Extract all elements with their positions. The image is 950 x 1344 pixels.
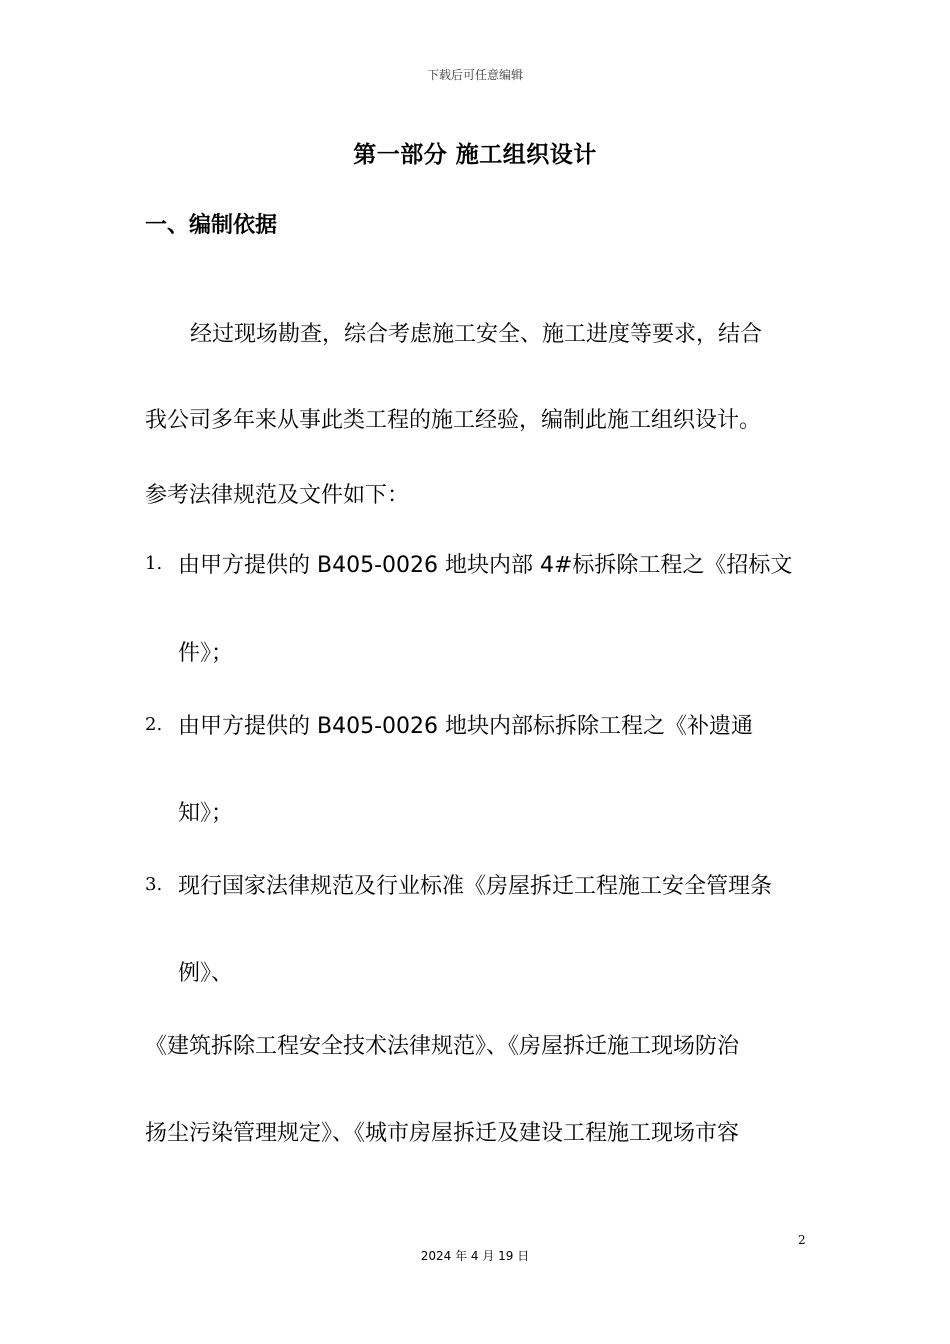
list-item-1-number: 1. — [145, 553, 163, 574]
continuation-line-2: 扬尘污染管理规定》、《城市房屋拆迁及建设工程施工现场市容 — [145, 1121, 740, 1146]
footer-date: 2024 年 4 月 19 日 — [420, 1249, 530, 1263]
page-number: 2 — [798, 1233, 806, 1247]
list-item-1-line-2: 件》； — [178, 641, 234, 666]
list-item-1-line-1: 由甲方提供的 B405-0026 地块内部 4#标拆除工程之《招标文 — [178, 553, 793, 578]
list-item-3-number: 3. — [145, 874, 163, 895]
section-heading: 一、编制依据 — [145, 213, 278, 238]
list-item-3-line-2: 例》、 — [178, 961, 234, 986]
page-title: 第一部分 施工组织设计 — [353, 142, 597, 168]
paragraph-1-line-1: 经过现场勘查，综合考虑施工安全、施工进度等要求，结合 — [190, 322, 763, 347]
continuation-line-1: 《建筑拆除工程安全技术法律规范》、《房屋拆迁施工现场防治 — [145, 1034, 740, 1059]
list-item-3-line-1: 现行国家法律规范及行业标准《房屋拆迁工程施工安全管理条 — [178, 874, 773, 899]
list-item-2-number: 2. — [145, 714, 163, 735]
paragraph-1-line-2: 我公司多年来从事此类工程的施工经验，编制此施工组织设计。 — [145, 408, 762, 433]
list-item-2-line-1: 由甲方提供的 B405-0026 地块内部标拆除工程之《补遗通 — [178, 714, 753, 739]
list-item-2-line-2: 知》； — [178, 801, 234, 826]
paragraph-2: 参考法律规范及文件如下： — [145, 483, 410, 508]
header-note: 下载后可任意编辑 — [426, 68, 523, 82]
